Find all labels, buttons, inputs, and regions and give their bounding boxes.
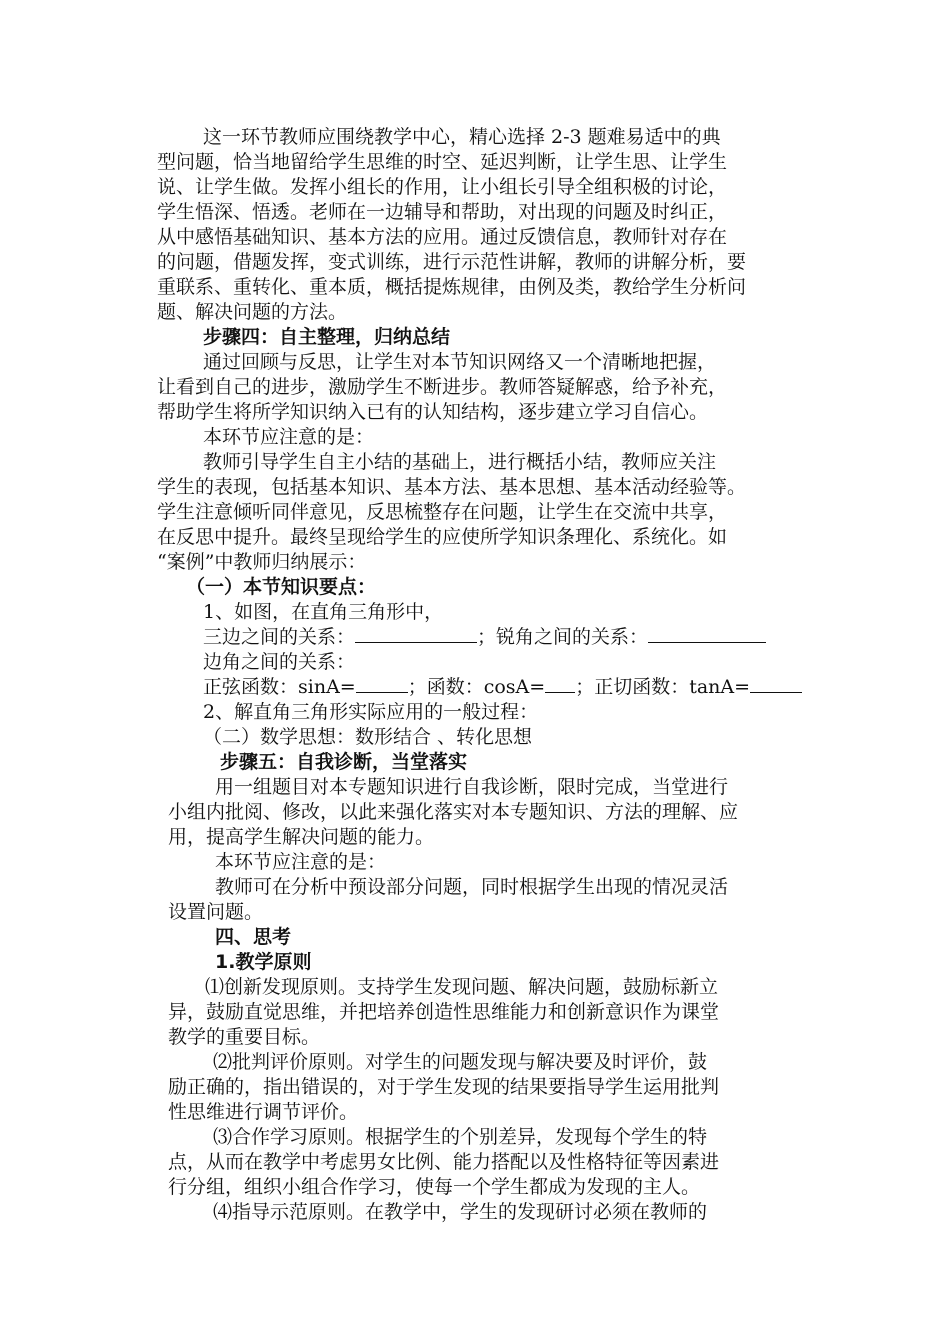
blank-field [545,691,575,693]
math-thinking: （二）数学思想：数形结合 、转化思想 [203,726,533,748]
text-line: 这一环节教师应围绕教学中心，精心选择 2-3 题难易适中的典 [203,126,721,148]
text-line: 通过回顾与反思，让学生对本节知识网络又一个清晰地把握， [203,351,717,373]
angles-relation-label: ；锐角之间的关系： [477,626,649,648]
text-line: 让看到自己的进步，激励学生不断进步。教师答疑解惑，给予补充， [157,376,728,398]
item-2: 2、解直角三角形实际应用的一般过程： [203,701,539,723]
text-line: ⑴创新发现原则。支持学生发现问题、解决问题，鼓励标新立 [205,976,719,998]
text-line: 设置问题。 [168,901,264,923]
step5-heading: 步骤五：自我诊断，当堂落实 [220,751,468,773]
text-line: 从中感悟基础知识、基本方法的应用。通过反馈信息，教师针对存在 [157,226,728,248]
item-1: 1、如图，在直角三角形中， [203,601,444,623]
text-line: ⑶合作学习原则。根据学生的个别差异，发现每个学生的特 [213,1126,708,1148]
text-line: 说、让学生做。发挥小组长的作用，让小组长引导全组积极的讨论， [157,176,728,198]
text-line: 异，鼓励直觉思维，并把培养创造性思维能力和创新意识作为课堂 [168,1001,720,1023]
tan-label: ；正切函数：tanA= [575,676,751,698]
text-line: 学生悟深、悟透。老师在一边辅导和帮助，对出现的问题及时纠正， [157,201,728,223]
text-line: 性思维进行调节评价。 [168,1101,359,1123]
text-line: “案例”中教师归纳展示： [157,551,367,573]
text-line: 用一组题目对本专题知识进行自我诊断，限时完成，当堂进行 [215,776,729,798]
text-line: 小组内批阅、修改，以此来强化落实对本专题知识、方法的理解、应 [168,801,739,823]
text-line: 型问题，恰当地留给学生思维的时空、延迟判断，让学生思、让学生 [157,151,728,173]
trig-functions-line [203,674,802,700]
sin-label: 正弦函数：sinA= [203,676,356,698]
text-line: 在反思中提升。最终呈现给学生的应使所学知识条理化、系统化。如 [157,526,728,548]
text-line: 的问题，借题发挥，变式训练，进行示范性讲解，教师的讲解分析，要 [157,251,747,273]
blank-field [648,641,766,643]
note-heading: 本环节应注意的是： [215,851,387,873]
knowledge-points-heading: （一）本节知识要点： [186,576,377,598]
text-line: 点，从而在教学中考虑男女比例、能力搭配以及性格特征等因素进 [168,1151,720,1173]
text-line: 教师引导学生自主小结的基础上，进行概括小结，教师应关注 [203,451,717,473]
text-line: 用，提高学生解决问题的能力。 [168,826,435,848]
blank-field [355,641,477,643]
blank-field [750,691,802,693]
cos-label: ；函数：cosA= [407,676,546,698]
text-line: 帮助学生将所学知识纳入已有的认知结构，逐步建立学习自信心。 [157,401,709,423]
text-line: 教师可在分析中预设部分问题，同时根据学生出现的情况灵活 [215,876,729,898]
text-line: 重联系、重转化、重本质，概括提炼规律，由例及类，教给学生分析问 [157,276,747,298]
text-line: ⑵批判评价原则。对学生的问题发现与解决要及时评价，鼓 [213,1051,708,1073]
principles-heading: 1.教学原则 [215,951,312,973]
sides-relation-label: 三边之间的关系： [203,626,356,648]
text-line: 教学的重要目标。 [168,1026,321,1048]
text-line: ⑷指导示范原则。在教学中，学生的发现研讨必须在教师的 [213,1201,708,1223]
note-heading: 本环节应注意的是： [203,426,375,448]
text-line: 学生的表现，包括基本知识、基本方法、基本思想、基本活动经验等。 [157,476,747,498]
edge-angle-relation: 边角之间的关系： [203,651,356,673]
text-line: 行分组，组织小组合作学习，使每一个学生都成为发现的主人。 [168,1176,701,1198]
blank-field [356,691,408,693]
text-line: 励正确的，指出错误的，对于学生发现的结果要指导学生运用批判 [168,1076,720,1098]
section-heading: 四、思考 [215,926,292,948]
text-line: 学生注意倾听同伴意见，反思梳整存在问题，让学生在交流中共享， [157,501,728,523]
text-line: 题、解决问题的方法。 [157,301,348,323]
relations-line [203,624,766,650]
step4-heading: 步骤四：自主整理，归纳总结 [203,326,451,348]
